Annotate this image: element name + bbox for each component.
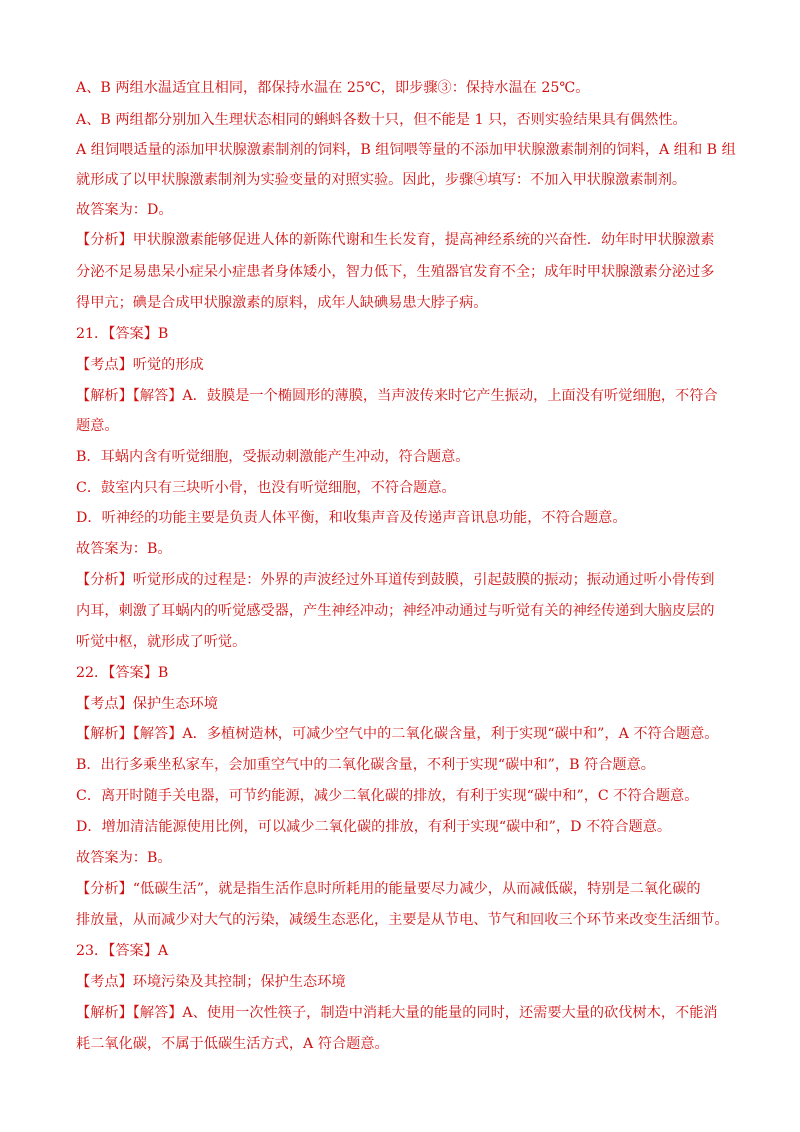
knowledge-point-line: 【考点】听觉的形成: [76, 357, 204, 373]
analysis-line: 得甲亢；碘是合成甲状腺激素的原料，成年人缺碘易患大脖子病。: [76, 295, 488, 311]
explanation-line: 题意。: [76, 418, 119, 434]
text-line: A、B 两组水温适宜且相同，都保持水温在 25℃，即步骤③：保持水温在 25℃。: [76, 80, 590, 96]
option-b-line: B．出行多乘坐私家车，会加重空气中的二氧化碳含量，不利于实现“碳中和”，B 符合题意。: [76, 757, 655, 773]
text-line: A 组饲喂适量的添加甲状腺激素制剂的饲料，B 组饲喂等量的不添加甲状腺激素制剂的饲料，A 组和 B 组: [76, 142, 736, 158]
answer-line: 故答案为：B。: [76, 850, 172, 866]
explanation-line: 【解析】【解答】A、使用一次性筷子，制造中消耗大量的能量的同时，还需要大量的砍伐树木，不能消: [76, 1005, 718, 1021]
analysis-line: 【分析】“低碳生活”，就是指生活作息时所耗用的能量要尽力减少，从而减低碳，特别是二氧化碳的: [76, 881, 701, 897]
knowledge-point-line: 【考点】环境污染及其控制；保护生态环境: [76, 974, 346, 990]
option-c-line: C．鼓室内只有三块听小骨，也没有听觉细胞，不符合题意。: [76, 480, 456, 496]
text-line: 就形成了以甲状腺激素制剂为实验变量的对照实验。因此，步骤④填写：不加入甲状腺激素制剂。: [76, 172, 687, 188]
knowledge-point-line: 【考点】保护生态环境: [76, 696, 218, 712]
text-line: A、B 两组都分别加入生理状态相同的蝌蚪各数十只，但不能是 1 只，否则实验结果具有偶然性。: [76, 112, 687, 128]
analysis-line: 【分析】听觉形成的过程是：外界的声波经过外耳道传到鼓膜，引起鼓膜的振动；振动通过听小骨传到: [76, 572, 715, 588]
option-c-line: C．离开时随手关电器，可节约能源，减少二氧化碳的排放，有利于实现“碳中和”，C 不符合题意。: [76, 788, 699, 804]
option-d-line: D．增加清洁能源使用比例，可以减少二氧化碳的排放，有利于实现“碳中和”，D 不符合题意。: [76, 819, 672, 835]
analysis-line: 内耳，刺激了耳蜗内的听觉感受器，产生神经冲动；神经冲动通过与听觉有关的神经传递到大脑皮层的: [76, 603, 715, 619]
question-answer-23: 23．【答案】A: [76, 943, 169, 959]
option-d-line: D．听神经的功能主要是负责人体平衡，和收集声音及传递声音讯息功能，不符合题意。: [76, 510, 627, 526]
question-answer-22: 22．【答案】B: [76, 665, 169, 681]
analysis-line: 听觉中枢，就形成了听觉。: [76, 634, 247, 650]
explanation-line: 【解析】【解答】A．多植树造林，可减少空气中的二氧化碳含量，利于实现“碳中和”，A 不符合题意。: [76, 726, 719, 742]
analysis-line: 【分析】甲状腺激素能够促进人体的新陈代谢和生长发育，提高神经系统的兴奋性．幼年时甲状腺激素: [76, 232, 715, 248]
explanation-line: 耗二氧化碳，不属于低碳生活方式，A 符合题意。: [76, 1036, 389, 1052]
question-answer-21: 21．【答案】B: [76, 326, 169, 342]
analysis-line: 排放量，从而减少对大气的污染，减缓生态恶化，主要是从节电、节气和回收三个环节来改变生活细节。: [76, 912, 729, 928]
explanation-line: 【解析】【解答】A．鼓膜是一个椭圆形的薄膜，当声波传来时它产生振动，上面没有听觉细胞，不符合: [76, 388, 718, 404]
analysis-line: 分泌不足易患呆小症呆小症患者身体矮小，智力低下，生殖器官发育不全；成年时甲状腺激素分泌过多: [76, 264, 715, 280]
text-line: 故答案为：D。: [76, 202, 173, 218]
option-b-line: B．耳蜗内含有听觉细胞，受振动刺激能产生冲动，符合题意。: [76, 449, 470, 465]
answer-line: 故答案为：B。: [76, 541, 172, 557]
